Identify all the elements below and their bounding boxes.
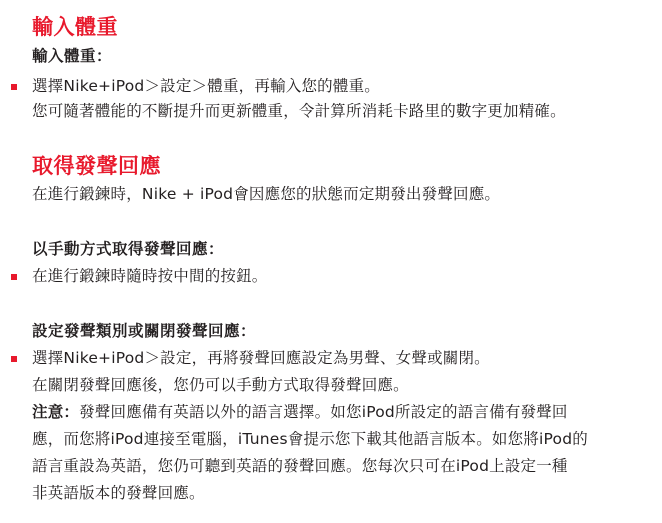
instruction-set-weight: 選擇Nike+iPod＞設定＞體重，再輸入您的體重。 bbox=[32, 77, 380, 95]
section-heading-voice-feedback: 取得發聲回應 bbox=[32, 154, 161, 178]
note-text: 發聲回應備有英語以外的語言選擇。如您iPod所設定的語言備有發聲回 bbox=[79, 403, 568, 421]
note-line-3: 語言重設為英語，您仍可聽到英語的發聲回應。您每次只可在iPod上設定一種 bbox=[32, 457, 568, 475]
subhead-voice-settings: 設定發聲類別或關閉發聲回應： bbox=[32, 322, 257, 340]
bullet-marker bbox=[11, 84, 17, 90]
note-line-4: 非英語版本的發聲回應。 bbox=[32, 484, 205, 502]
note-line-2: 應，而您將iPod連接至電腦，iTunes會提示您下載其他語言版本。如您將iPod的 bbox=[32, 430, 588, 448]
note-line-1 bbox=[32, 401, 568, 423]
instruction-set-voice: 選擇Nike+iPod＞設定，再將發聲回應設定為男聲、女聲或關閉。 bbox=[32, 349, 490, 367]
section-heading-enter-weight: 輸入體重 bbox=[32, 15, 118, 39]
bullet-marker bbox=[11, 274, 17, 280]
intro-voice-feedback: 在進行鍛鍊時，Nike + iPod會因應您的狀態而定期發出發聲回應。 bbox=[32, 185, 501, 203]
instruction-press-center-button: 在進行鍛鍊時隨時按中間的按鈕。 bbox=[32, 267, 268, 285]
bullet-marker bbox=[11, 356, 17, 362]
note-after-off: 在關閉發聲回應後，您仍可以手動方式取得發聲回應。 bbox=[32, 376, 409, 394]
subhead-manual-feedback: 以手動方式取得發聲回應： bbox=[32, 240, 225, 258]
subhead-enter-weight: 輸入體重： bbox=[32, 47, 113, 65]
note-label: 注意： bbox=[32, 403, 80, 421]
note-update-weight: 您可隨著體能的不斷提升而更新體重，令計算所消耗卡路里的數字更加精確。 bbox=[32, 102, 566, 120]
